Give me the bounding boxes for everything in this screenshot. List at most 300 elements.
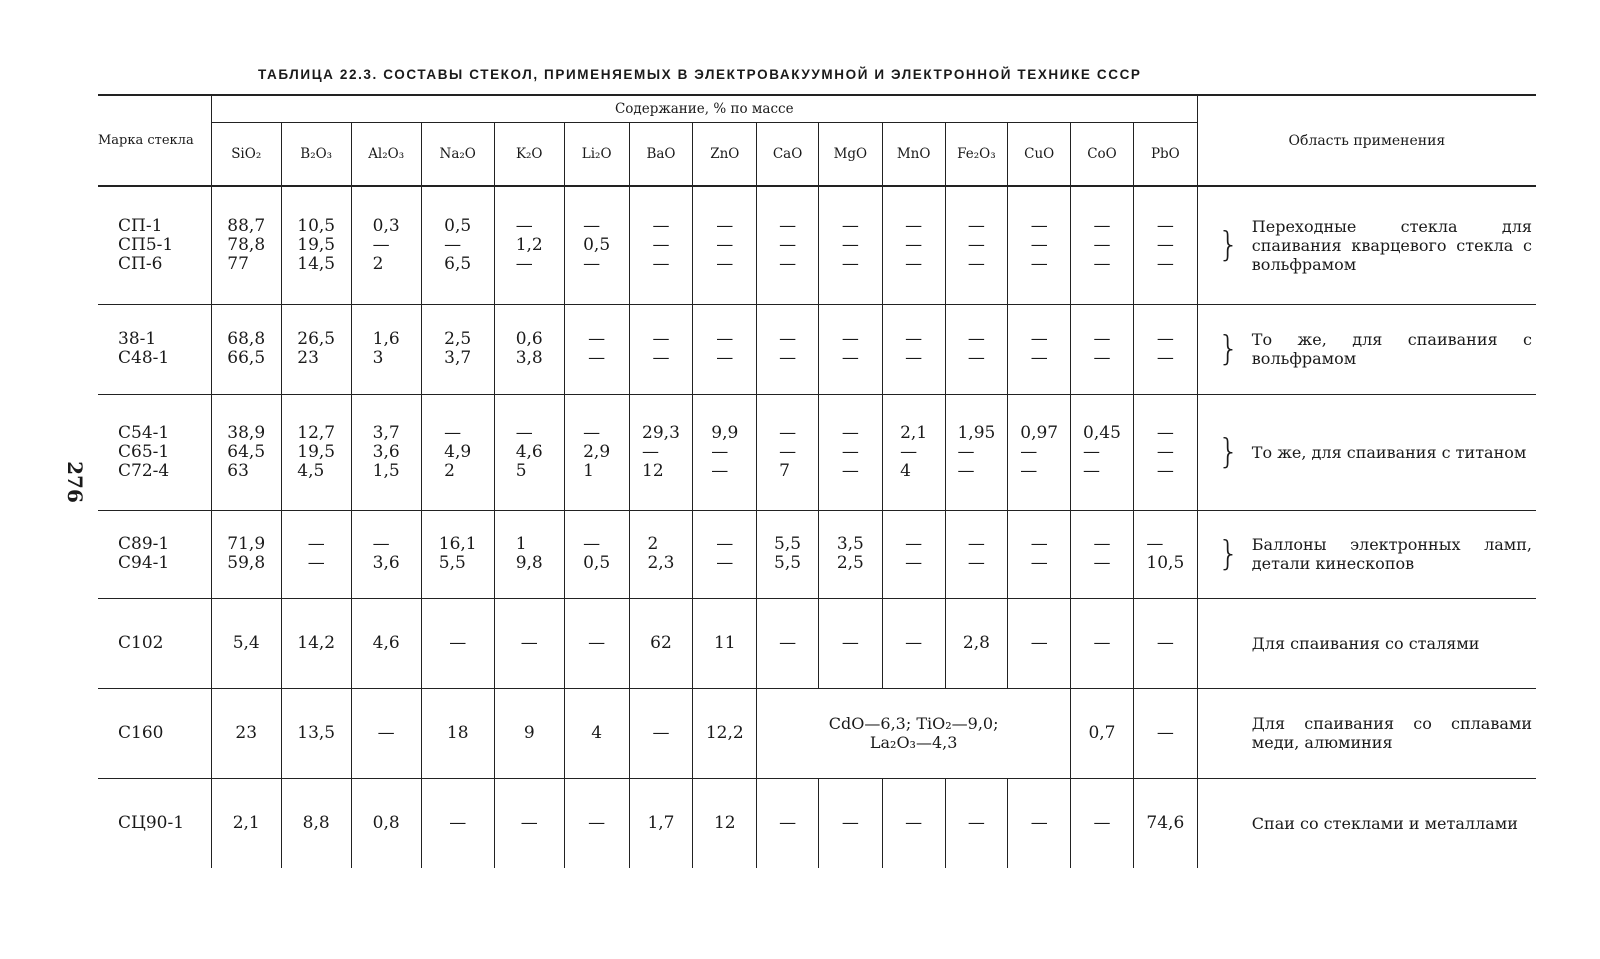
value: — bbox=[1093, 632, 1111, 653]
header-component: K₂O bbox=[494, 123, 564, 187]
value: — bbox=[307, 534, 325, 554]
value-cell bbox=[629, 186, 693, 304]
value: 0,3 bbox=[372, 215, 400, 236]
value: 13,5 bbox=[297, 722, 336, 743]
value: — bbox=[1093, 253, 1111, 274]
value-cell bbox=[211, 510, 281, 598]
value: — bbox=[957, 460, 975, 481]
value: — bbox=[652, 253, 670, 274]
value-cell bbox=[351, 778, 421, 868]
span-note-line: La₂O₃—4,3 bbox=[869, 733, 958, 752]
value-cell bbox=[1133, 394, 1197, 510]
value: — bbox=[1156, 722, 1174, 743]
value: 0,5 bbox=[444, 215, 472, 236]
value-cell bbox=[421, 186, 494, 304]
header-component: CoO bbox=[1071, 123, 1134, 187]
value-cell bbox=[693, 688, 757, 778]
value: 0,6 bbox=[515, 329, 543, 349]
value-cell bbox=[564, 304, 629, 394]
value-cell bbox=[818, 394, 882, 510]
value-cell bbox=[818, 304, 882, 394]
value: — bbox=[1093, 348, 1111, 368]
value-cell bbox=[1133, 688, 1197, 778]
value: 0,5 bbox=[583, 234, 611, 255]
value-cell bbox=[281, 186, 351, 304]
value: 74,6 bbox=[1146, 812, 1185, 833]
value: 1,7 bbox=[647, 812, 675, 833]
value: — bbox=[779, 215, 797, 236]
value: — bbox=[779, 632, 797, 653]
value: — bbox=[652, 348, 670, 368]
value: 16,1 bbox=[438, 534, 477, 554]
header-component: Na₂O bbox=[421, 123, 494, 187]
value-cell bbox=[494, 304, 564, 394]
value-cell bbox=[211, 394, 281, 510]
value: 88,7 bbox=[227, 215, 266, 236]
value: 5,5 bbox=[438, 553, 466, 573]
value-cell bbox=[629, 778, 693, 868]
value: 6,5 bbox=[444, 253, 472, 274]
value: — bbox=[841, 348, 859, 368]
value: 5 bbox=[515, 460, 527, 481]
value-cell bbox=[494, 688, 564, 778]
value: 0,8 bbox=[372, 812, 400, 833]
value: 68,8 bbox=[227, 329, 266, 349]
brace-icon: } bbox=[1217, 225, 1240, 266]
glass-mark-cell bbox=[98, 186, 211, 304]
header-component: MgO bbox=[818, 123, 882, 187]
value: 5,5 bbox=[774, 534, 802, 554]
value: — bbox=[967, 329, 985, 349]
application-area: Переходные стекла для спаивания кварцевого стекла с вольфрамом bbox=[1251, 216, 1532, 274]
value-cell bbox=[757, 778, 819, 868]
value: — bbox=[711, 441, 729, 462]
table-row bbox=[98, 304, 1536, 394]
value: — bbox=[716, 215, 734, 236]
value: 78,8 bbox=[227, 234, 266, 255]
value-cell bbox=[564, 394, 629, 510]
value: — bbox=[779, 441, 797, 462]
value: 2,3 bbox=[647, 553, 675, 573]
value-cell bbox=[945, 186, 1008, 304]
header-content: Содержание, % по массе bbox=[211, 95, 1197, 123]
value: — bbox=[1156, 422, 1174, 443]
value-cell bbox=[281, 688, 351, 778]
value: 12,7 bbox=[297, 422, 336, 443]
value: — bbox=[372, 234, 390, 255]
value-cell bbox=[281, 394, 351, 510]
header-component: ZnO bbox=[693, 123, 757, 187]
value: — bbox=[652, 329, 670, 349]
value: — bbox=[1156, 234, 1174, 255]
value: — bbox=[1156, 215, 1174, 236]
value: — bbox=[583, 253, 601, 274]
value-cell bbox=[421, 688, 494, 778]
value: — bbox=[588, 632, 606, 653]
value: — bbox=[716, 348, 734, 368]
value: — bbox=[1093, 329, 1111, 349]
value-cell bbox=[281, 778, 351, 868]
value: 2,9 bbox=[583, 441, 611, 462]
value-cell bbox=[1008, 778, 1071, 868]
application-area-cell bbox=[1197, 688, 1536, 778]
value: — bbox=[652, 722, 670, 743]
value-cell bbox=[945, 510, 1008, 598]
value: — bbox=[716, 329, 734, 349]
value: 62 bbox=[650, 632, 672, 653]
glass-mark: СЦ90-1 bbox=[118, 812, 185, 833]
value: — bbox=[1156, 441, 1174, 462]
value: — bbox=[716, 253, 734, 274]
value-cell bbox=[281, 598, 351, 688]
value: — bbox=[520, 812, 538, 833]
value: — bbox=[779, 234, 797, 255]
value: 4,9 bbox=[444, 441, 472, 462]
value: — bbox=[900, 441, 918, 462]
value-cell bbox=[629, 510, 693, 598]
value-cell bbox=[1008, 394, 1071, 510]
application-area: То же, для спаивания с вольфрамом bbox=[1251, 330, 1532, 368]
value: 2 bbox=[372, 253, 384, 274]
header-mark: Марка стекла bbox=[98, 95, 211, 186]
application-area: Спаи со стеклами и металлами bbox=[1251, 813, 1518, 833]
value-cell bbox=[818, 778, 882, 868]
value-cell bbox=[882, 778, 945, 868]
value-cell bbox=[945, 778, 1008, 868]
glass-mark-cell bbox=[98, 304, 211, 394]
value: 3,7 bbox=[444, 348, 472, 368]
value: — bbox=[841, 812, 859, 833]
value: 1,5 bbox=[372, 460, 400, 481]
table-row bbox=[98, 394, 1536, 510]
value-cell bbox=[882, 186, 945, 304]
application-area-cell bbox=[1197, 778, 1536, 868]
value-cell bbox=[421, 510, 494, 598]
value-cell bbox=[693, 510, 757, 598]
glass-mark-cell bbox=[98, 778, 211, 868]
value-cell bbox=[757, 598, 819, 688]
value-cell bbox=[818, 510, 882, 598]
value: 71,9 bbox=[227, 534, 266, 554]
value-cell bbox=[351, 688, 421, 778]
brace-icon: } bbox=[1217, 432, 1240, 472]
value: — bbox=[1083, 441, 1101, 462]
value: — bbox=[515, 215, 533, 236]
value: 26,5 bbox=[297, 329, 336, 349]
value: 18 bbox=[446, 722, 469, 743]
value-cell bbox=[211, 688, 281, 778]
value: — bbox=[905, 553, 923, 573]
value: — bbox=[652, 215, 670, 236]
value: — bbox=[1093, 215, 1111, 236]
value: — bbox=[841, 215, 859, 236]
value: — bbox=[841, 234, 859, 255]
value: 1,6 bbox=[372, 329, 400, 349]
value-cell bbox=[1008, 186, 1071, 304]
value-cell bbox=[281, 510, 351, 598]
brace-icon: } bbox=[1217, 534, 1240, 574]
value: — bbox=[967, 534, 985, 554]
value: 4 bbox=[591, 722, 603, 743]
value: 0,97 bbox=[1020, 422, 1059, 443]
value: — bbox=[1156, 632, 1174, 653]
value: 1 bbox=[583, 460, 594, 481]
value: 8,8 bbox=[302, 812, 330, 833]
glass-mark-cell bbox=[98, 598, 211, 688]
value: 3 bbox=[372, 348, 384, 368]
value: — bbox=[967, 553, 985, 573]
value: — bbox=[967, 253, 985, 274]
value: 10,5 bbox=[1146, 553, 1185, 573]
header-component: MnO bbox=[882, 123, 945, 187]
application-area: Для спаивания со сталями bbox=[1251, 633, 1480, 653]
glass-mark-cell bbox=[98, 510, 211, 598]
value: — bbox=[779, 329, 797, 349]
header-area: Область применения bbox=[1197, 95, 1536, 186]
value: 5,5 bbox=[774, 553, 802, 573]
glass-mark: С72-4 bbox=[118, 460, 170, 481]
table-caption: ТАБЛИЦА 22.3. СОСТАВЫ СТЕКОЛ, ПРИМЕНЯЕМЫХ В ЭЛЕКТРОВАКУУМНОЙ И ЭЛЕКТРОННОЙ ТЕХНИКЕ СССР bbox=[258, 67, 1142, 82]
value: — bbox=[642, 441, 660, 462]
application-area-cell bbox=[1197, 186, 1536, 304]
value: — bbox=[967, 348, 985, 368]
value-cell bbox=[351, 186, 421, 304]
value-cell bbox=[945, 304, 1008, 394]
value: — bbox=[905, 253, 923, 274]
table-row bbox=[98, 598, 1536, 688]
value: — bbox=[1030, 348, 1048, 368]
value: — bbox=[779, 812, 797, 833]
value-cell bbox=[757, 394, 819, 510]
value: — bbox=[905, 329, 923, 349]
value-cell bbox=[1133, 186, 1197, 304]
value: 23 bbox=[235, 722, 258, 743]
value: 2 bbox=[444, 460, 455, 481]
value: — bbox=[841, 253, 859, 274]
value-cell bbox=[693, 598, 757, 688]
value: — bbox=[1093, 553, 1111, 573]
value: 12 bbox=[642, 460, 664, 481]
value-cell bbox=[351, 394, 421, 510]
value: 12,2 bbox=[705, 722, 744, 743]
value: 64,5 bbox=[227, 441, 266, 462]
value: 38,9 bbox=[227, 422, 266, 443]
value-cell bbox=[1133, 778, 1197, 868]
value-cell bbox=[421, 778, 494, 868]
value-cell bbox=[945, 394, 1008, 510]
value-cell bbox=[945, 598, 1008, 688]
value-cell bbox=[757, 304, 819, 394]
value: — bbox=[905, 812, 923, 833]
value: — bbox=[905, 215, 923, 236]
value: — bbox=[372, 534, 390, 554]
value-cell bbox=[693, 186, 757, 304]
value: 9,9 bbox=[711, 422, 739, 443]
header-component: B₂O₃ bbox=[281, 123, 351, 187]
value: — bbox=[1146, 534, 1164, 554]
value: — bbox=[841, 422, 859, 443]
value-cell bbox=[211, 304, 281, 394]
value: 2,5 bbox=[444, 329, 472, 349]
value-cell bbox=[211, 186, 281, 304]
value: 0,45 bbox=[1083, 422, 1121, 443]
value: 63 bbox=[227, 460, 249, 481]
value: 5,4 bbox=[232, 632, 260, 653]
value: 59,8 bbox=[227, 553, 266, 573]
glass-composition-table bbox=[98, 94, 1536, 868]
value: — bbox=[1030, 553, 1048, 573]
application-area-cell bbox=[1197, 394, 1536, 510]
value: — bbox=[583, 534, 601, 554]
value: 1 bbox=[515, 534, 527, 554]
value: — bbox=[444, 234, 462, 255]
glass-mark-cell bbox=[98, 394, 211, 510]
value: — bbox=[583, 215, 601, 236]
value: — bbox=[449, 632, 467, 653]
glass-mark: СП5-1 bbox=[118, 234, 174, 255]
value-cell bbox=[421, 598, 494, 688]
value: — bbox=[716, 534, 734, 554]
value-cell bbox=[564, 688, 629, 778]
value-cell bbox=[564, 186, 629, 304]
value: 4,6 bbox=[372, 632, 400, 653]
value-cell bbox=[351, 304, 421, 394]
glass-mark: С54-1 bbox=[118, 422, 170, 443]
value: — bbox=[967, 215, 985, 236]
glass-mark: С160 bbox=[118, 722, 164, 743]
value: — bbox=[1030, 534, 1048, 554]
header-component: Li₂O bbox=[564, 123, 629, 187]
value: 66,5 bbox=[227, 348, 266, 368]
value: — bbox=[779, 253, 797, 274]
glass-mark: С102 bbox=[118, 632, 164, 653]
header-component: BaO bbox=[629, 123, 693, 187]
application-area-cell bbox=[1197, 598, 1536, 688]
value: 1,2 bbox=[515, 234, 543, 255]
value-cell bbox=[281, 304, 351, 394]
value-cell bbox=[693, 778, 757, 868]
value: — bbox=[1156, 253, 1174, 274]
value: 0,7 bbox=[1088, 722, 1116, 743]
value: — bbox=[1020, 460, 1038, 481]
value: 10,5 bbox=[297, 215, 336, 236]
value: — bbox=[779, 348, 797, 368]
value-cell bbox=[1071, 688, 1134, 778]
table-row bbox=[98, 510, 1536, 598]
value: — bbox=[1030, 812, 1048, 833]
value-cell bbox=[564, 778, 629, 868]
application-area-cell bbox=[1197, 304, 1536, 394]
page-number: 276 bbox=[62, 461, 87, 503]
value-cell bbox=[1071, 186, 1134, 304]
value: 9 bbox=[523, 722, 535, 743]
span-note-cell bbox=[757, 688, 1071, 778]
value-cell bbox=[1008, 510, 1071, 598]
value-cell bbox=[494, 598, 564, 688]
value-cell bbox=[882, 598, 945, 688]
value: 2,8 bbox=[962, 632, 990, 653]
value: — bbox=[841, 460, 859, 481]
value: 19,5 bbox=[297, 234, 336, 255]
value: 9,8 bbox=[515, 553, 543, 573]
value: — bbox=[905, 234, 923, 255]
value: — bbox=[841, 329, 859, 349]
value: 2 bbox=[647, 534, 659, 554]
value: — bbox=[583, 422, 601, 443]
glass-mark: С89-1 bbox=[118, 534, 170, 554]
value: — bbox=[307, 553, 325, 573]
value: 14,5 bbox=[297, 253, 336, 274]
value: — bbox=[716, 553, 734, 573]
value: 3,6 bbox=[372, 553, 400, 573]
value: — bbox=[1156, 329, 1174, 349]
value: 14,2 bbox=[297, 632, 336, 653]
value-cell bbox=[1071, 778, 1134, 868]
value: 3,6 bbox=[372, 441, 400, 462]
value: — bbox=[1093, 234, 1111, 255]
value: 2,5 bbox=[836, 553, 864, 573]
value-cell bbox=[1133, 304, 1197, 394]
value: 77 bbox=[227, 253, 249, 274]
glass-mark: С94-1 bbox=[118, 553, 170, 573]
value: — bbox=[588, 348, 606, 368]
value-cell bbox=[564, 510, 629, 598]
value: — bbox=[1030, 253, 1048, 274]
value: — bbox=[515, 422, 533, 443]
value-cell bbox=[818, 186, 882, 304]
application-area: Баллоны электронных ламп, детали кинескопов bbox=[1251, 535, 1532, 573]
value-cell bbox=[757, 510, 819, 598]
header-component: Al₂O₃ bbox=[351, 123, 421, 187]
value-cell bbox=[351, 598, 421, 688]
value-cell bbox=[1133, 598, 1197, 688]
value: — bbox=[588, 329, 606, 349]
value: — bbox=[967, 234, 985, 255]
value: — bbox=[905, 348, 923, 368]
value: 3,7 bbox=[372, 422, 400, 443]
value: 4,5 bbox=[297, 460, 325, 481]
value: — bbox=[716, 234, 734, 255]
value: — bbox=[1083, 460, 1101, 481]
glass-mark: СП-1 bbox=[118, 215, 163, 236]
value: — bbox=[444, 422, 462, 443]
value: — bbox=[520, 632, 538, 653]
value: 2,1 bbox=[232, 812, 260, 833]
value: — bbox=[841, 441, 859, 462]
value-cell bbox=[1008, 304, 1071, 394]
value-cell bbox=[351, 510, 421, 598]
value-cell bbox=[693, 394, 757, 510]
value: 7 bbox=[779, 460, 790, 481]
value-cell bbox=[629, 598, 693, 688]
table-row bbox=[98, 186, 1536, 304]
value-cell bbox=[629, 688, 693, 778]
value-cell bbox=[1008, 598, 1071, 688]
glass-mark: С48-1 bbox=[118, 348, 170, 368]
header-component: Fe₂O₃ bbox=[945, 123, 1008, 187]
value-cell bbox=[421, 304, 494, 394]
value: 12 bbox=[713, 812, 736, 833]
brace-icon: } bbox=[1217, 329, 1240, 369]
value-cell bbox=[211, 778, 281, 868]
span-note-line: CdO—6,3; TiO₂—9,0; bbox=[828, 714, 999, 733]
value-cell bbox=[211, 598, 281, 688]
value: — bbox=[779, 422, 797, 443]
value: — bbox=[905, 632, 923, 653]
value-cell bbox=[1071, 394, 1134, 510]
value: 0,5 bbox=[583, 553, 611, 573]
value: — bbox=[588, 812, 606, 833]
